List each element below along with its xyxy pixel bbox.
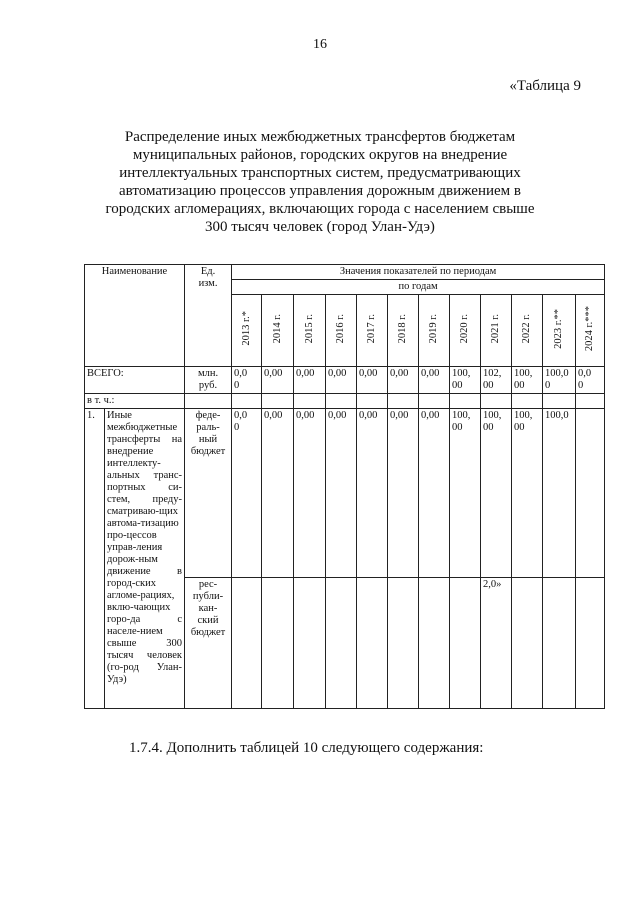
- row-number: 1.: [85, 409, 105, 709]
- republic-value: [450, 578, 481, 709]
- republic-value: 2,0»: [481, 578, 512, 709]
- empty-cell: [543, 394, 576, 409]
- year-header: 2021 г.: [481, 295, 512, 367]
- republic-value: [543, 578, 576, 709]
- federal-value: 0,00: [388, 409, 419, 578]
- republic-value: [294, 578, 326, 709]
- republic-value: [326, 578, 357, 709]
- total-value: 102, 00: [481, 367, 512, 394]
- empty-cell: [294, 394, 326, 409]
- year-header: 2015 г.: [294, 295, 326, 367]
- row-name: Иные межбюджетные трансферты на внедрение интеллекту-альных транс-портных си-стем, преду-сматриваю-щих автома-тизацию про-цессов управ-ления дорож-ным движение в город-ских агломе-рациях, вклю-чающих горо-да с населе-нием свыше 300 тысяч человек (го-род Улан-Удэ): [105, 409, 185, 709]
- republic-value: [357, 578, 388, 709]
- header-by-years: по годам: [232, 280, 605, 295]
- total-value: 0,00: [419, 367, 450, 394]
- total-value: 0,0 0: [576, 367, 605, 394]
- empty-cell: [326, 394, 357, 409]
- total-value: 0,00: [262, 367, 294, 394]
- header-unit: Ед. изм.: [185, 265, 232, 367]
- empty-cell: [450, 394, 481, 409]
- year-header: 2024 г.***: [576, 295, 605, 367]
- row-federal: [85, 409, 605, 578]
- total-value: 0,0 0: [232, 367, 262, 394]
- empty-cell: [576, 394, 605, 409]
- federal-value: [576, 409, 605, 578]
- year-header: 2018 г.: [388, 295, 419, 367]
- federal-value: 0,00: [294, 409, 326, 578]
- empty-cell: [388, 394, 419, 409]
- total-value: 0,00: [388, 367, 419, 394]
- total-unit: млн. руб.: [185, 367, 232, 394]
- year-header: 2016 г.: [326, 295, 357, 367]
- empty-cell: [512, 394, 543, 409]
- unit-federal: феде- раль- ный бюджет: [185, 409, 232, 578]
- header-values-by-period: Значения показателей по периодам: [232, 265, 605, 280]
- subheader-label: в т. ч.:: [85, 394, 185, 409]
- unit-republic: рес- публи- кан- ский бюджет: [185, 578, 232, 709]
- header-row: [85, 265, 605, 280]
- republic-value: [419, 578, 450, 709]
- total-label: ВСЕГО:: [85, 367, 185, 394]
- page-number: 16: [313, 37, 327, 52]
- footer-paragraph: 1.7.4. Дополнить таблицей 10 следующего содержания:: [129, 740, 484, 756]
- empty-cell: [262, 394, 294, 409]
- year-header: 2022 г.: [512, 295, 543, 367]
- total-value: 100, 00: [512, 367, 543, 394]
- header-name: Наименование: [85, 265, 185, 367]
- federal-value: 0,00: [357, 409, 388, 578]
- empty-cell: [481, 394, 512, 409]
- federal-value: 0,00: [326, 409, 357, 578]
- federal-value: 100,0: [543, 409, 576, 578]
- federal-value: 100, 00: [512, 409, 543, 578]
- transfers-table: [84, 264, 605, 709]
- total-value: 100,0 0: [543, 367, 576, 394]
- federal-value: 0,00: [419, 409, 450, 578]
- empty-cell: [357, 394, 388, 409]
- empty-cell: [232, 394, 262, 409]
- total-row: [85, 367, 605, 394]
- republic-value: [232, 578, 262, 709]
- federal-value: 100, 00: [481, 409, 512, 578]
- federal-value: 0,0 0: [232, 409, 262, 578]
- table-caption: «Таблица 9: [509, 78, 581, 94]
- republic-value: [388, 578, 419, 709]
- year-header: 2014 г.: [262, 295, 294, 367]
- total-value: 0,00: [294, 367, 326, 394]
- republic-value: [512, 578, 543, 709]
- year-header: 2013 г.*: [232, 295, 262, 367]
- year-header: 2017 г.: [357, 295, 388, 367]
- empty-cell: [419, 394, 450, 409]
- year-header: 2019 г.: [419, 295, 450, 367]
- federal-value: 100, 00: [450, 409, 481, 578]
- empty-cell: [185, 394, 232, 409]
- year-header: 2020 г.: [450, 295, 481, 367]
- total-value: 0,00: [357, 367, 388, 394]
- republic-value: [576, 578, 605, 709]
- subheader-row: [85, 394, 605, 409]
- republic-value: [262, 578, 294, 709]
- federal-value: 0,00: [262, 409, 294, 578]
- document-title: Распределение иных межбюджетных трансфертов бюджетам муниципальных районов, городских округов на внедрение интеллектуальных транспортных систем, предусматривающих автоматизацию процессов управления дорожным движением в городских агломерациях, включающих города с населением свыше 300 тысяч человек (город Улан-Удэ): [105, 129, 535, 235]
- total-value: 100, 00: [450, 367, 481, 394]
- total-value: 0,00: [326, 367, 357, 394]
- year-header: 2023 г.**: [543, 295, 576, 367]
